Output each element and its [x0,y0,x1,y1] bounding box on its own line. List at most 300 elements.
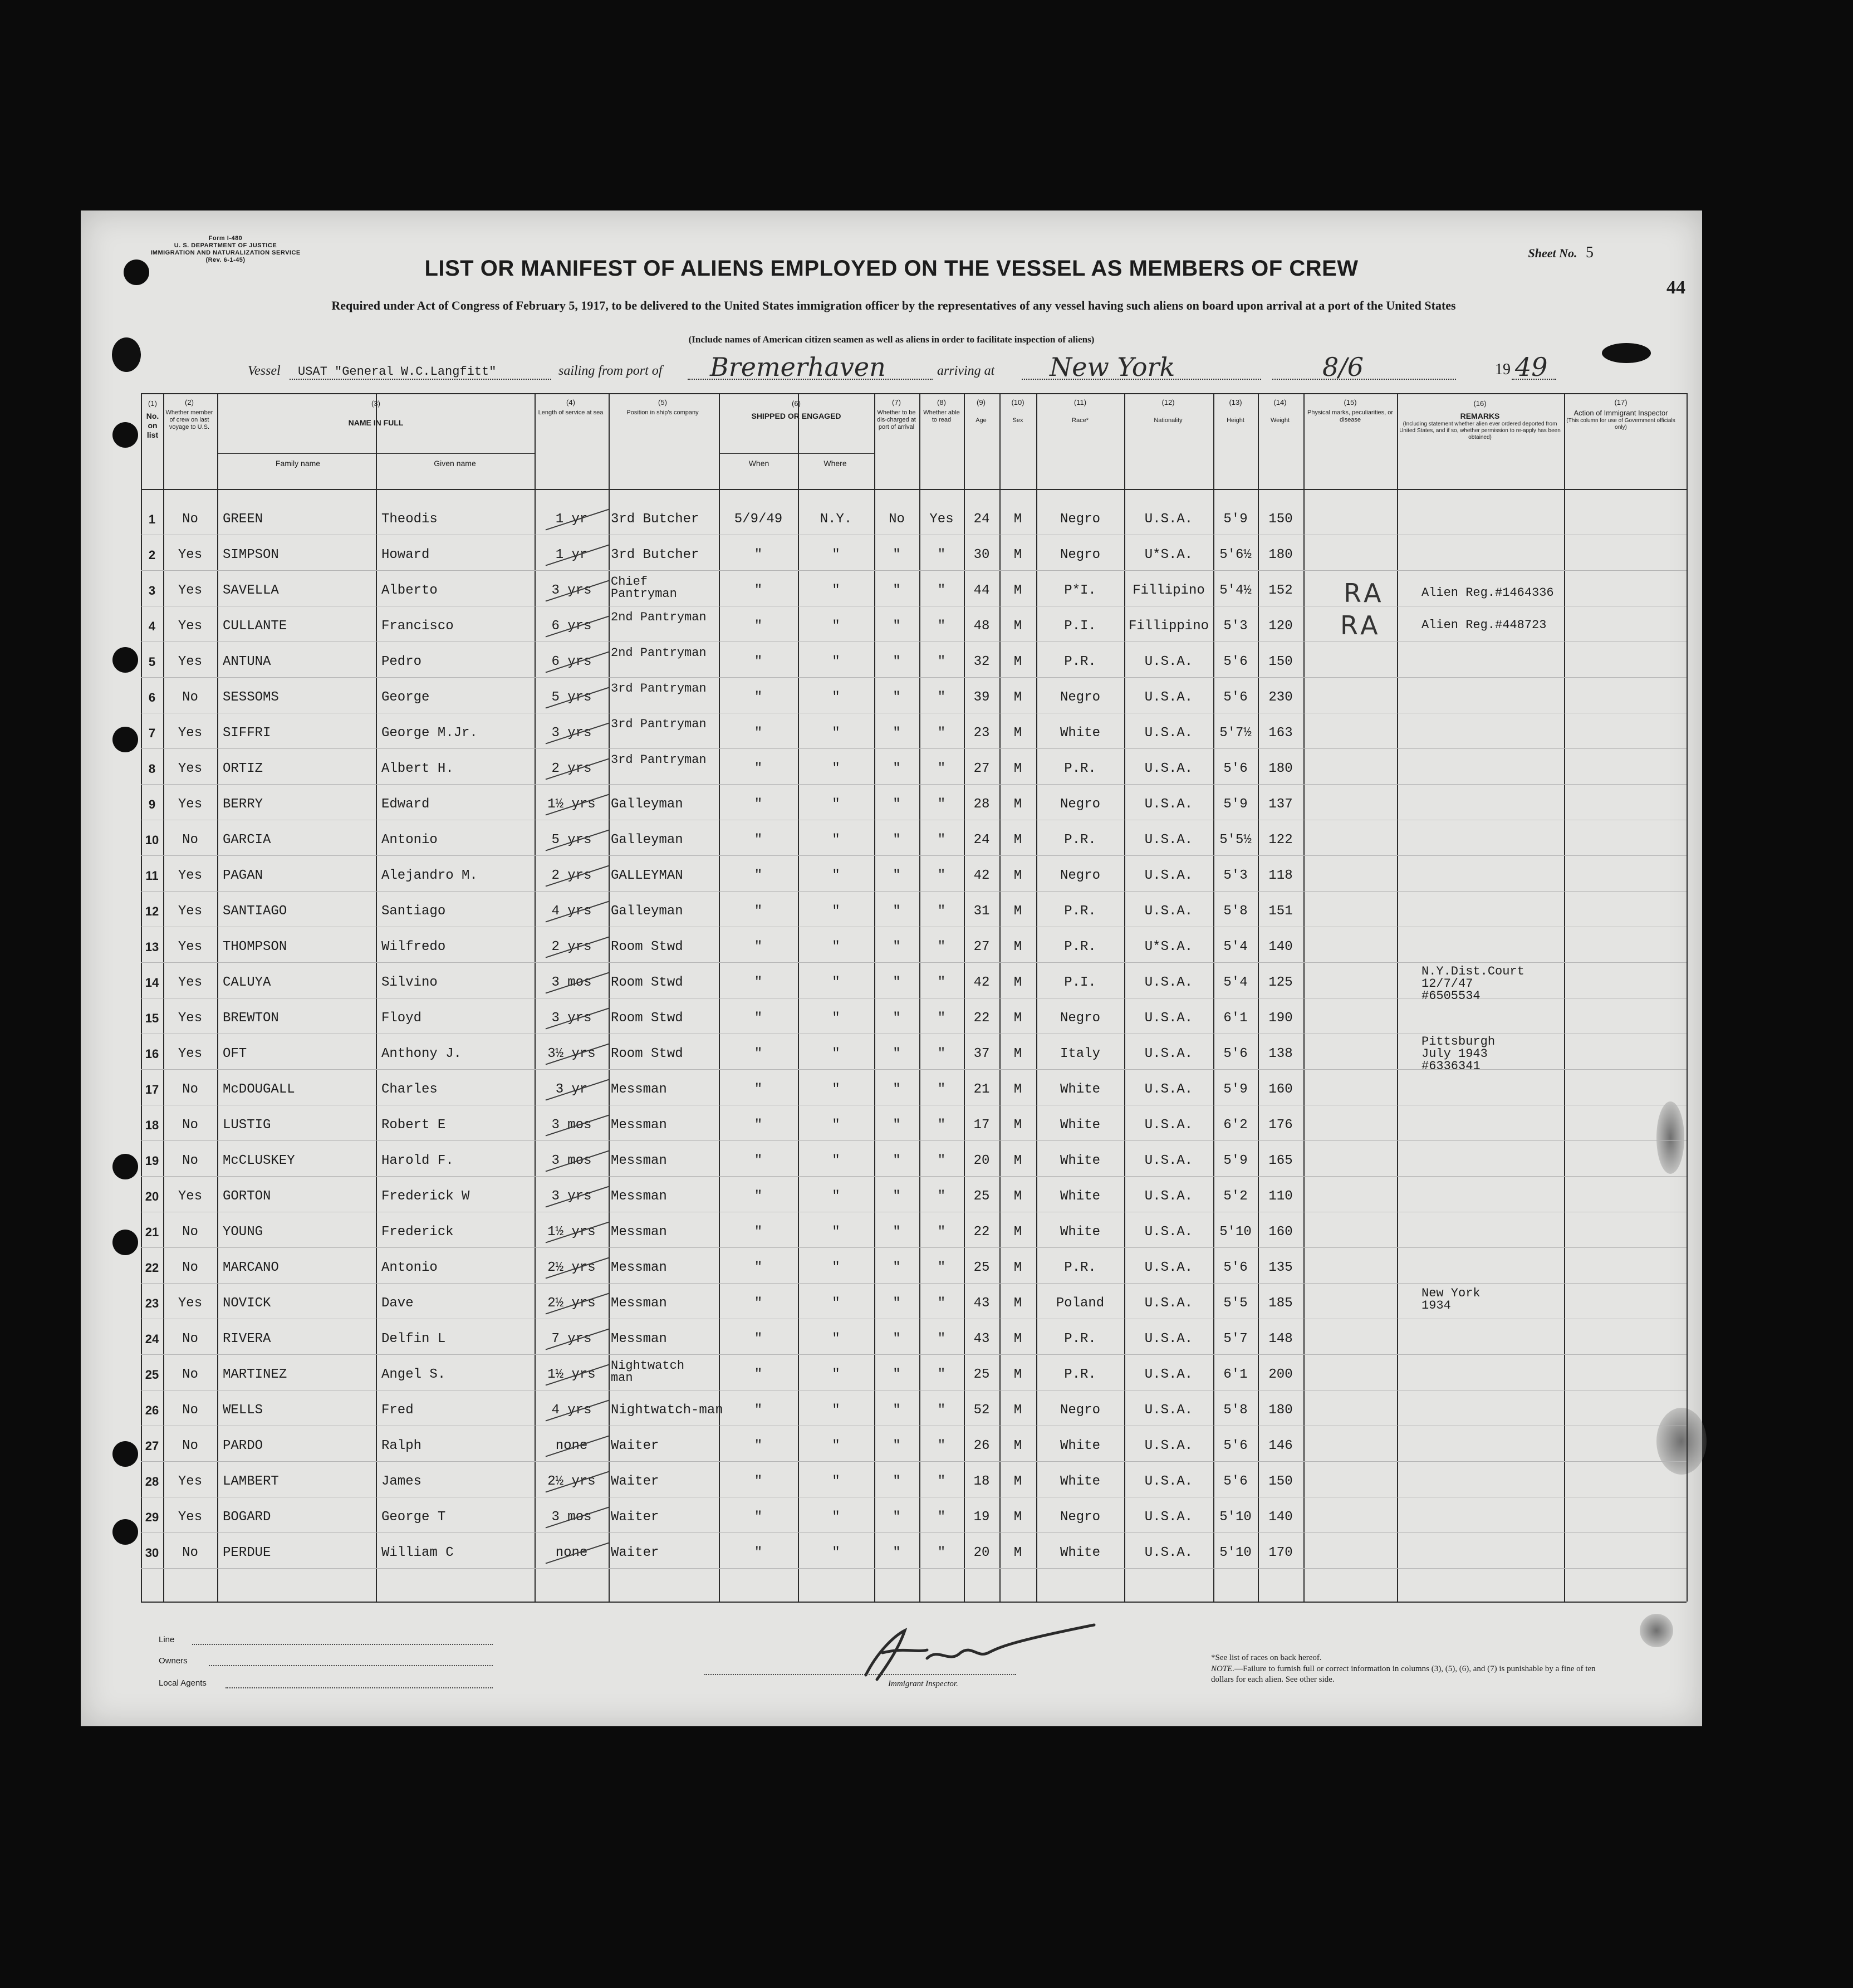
table-column-rule [1564,393,1565,1602]
cell-read: " [937,1510,946,1525]
cell-read: " [937,1118,946,1133]
cell-where: " [832,1225,840,1240]
cell-age: 22 [973,1225,990,1240]
cell-age: 17 [973,1118,990,1133]
cell-family: BREWTON [223,1011,279,1026]
cell-weight: 150 [1268,1474,1293,1489]
inspector-signature [844,1614,1100,1686]
cell-given: Antonio [381,1260,438,1275]
cell-age: 27 [973,939,990,954]
cell-where: " [832,1510,840,1525]
cell-sex: M [1013,1082,1022,1097]
cell-disch: " [893,833,901,848]
cell-family: LAMBERT [223,1474,279,1489]
table-column-rule [1213,393,1214,1602]
table-column-rule [376,393,377,1602]
cell-race: White [1060,1082,1100,1097]
cell-race: P.I. [1064,619,1096,634]
cell-read: " [937,690,946,705]
cell-height: 5'9 [1223,1153,1248,1168]
cell-where: " [832,1118,840,1133]
cell-given: Charles [381,1082,438,1097]
water-stain [1656,1408,1707,1475]
cell-height: 5'9 [1223,512,1248,527]
cell-n: 7 [148,726,156,740]
cell-height: 5'3 [1223,868,1248,883]
vessel-line [248,352,1662,382]
cell-race: Negro [1060,1510,1100,1525]
cell-position: Nightwatch-man [611,1403,723,1418]
cell-crew: No [182,1403,198,1418]
arriving-label: arriving at [937,364,995,378]
cell-sex: M [1013,1011,1022,1026]
cell-nat: U.S.A. [1144,1082,1193,1097]
row-divider [141,1568,1687,1569]
cell-disch: " [893,1046,901,1061]
cell-sex: M [1013,1225,1022,1240]
cell-crew: No [182,1260,198,1275]
cell-family: PARDO [223,1438,263,1453]
cell-when: " [754,833,763,848]
cell-race: White [1060,1189,1100,1204]
cell-position: GALLEYMAN [611,868,683,883]
cell-nat: U.S.A. [1144,1331,1193,1346]
year-suffix: 49 [1515,352,1548,382]
cell-where: " [832,583,840,598]
cell-position: Waiter [611,1545,659,1560]
cell-family: GREEN [223,512,263,527]
cell-weight: 230 [1268,690,1293,705]
table-column-rule [1687,393,1688,1602]
cell-nat: U.S.A. [1144,1403,1193,1418]
cell-sex: M [1013,1118,1022,1133]
cell-crew: Yes [178,619,203,634]
header-weight: (14) Weight [1270,398,1290,424]
cell-race: Negro [1060,868,1100,883]
water-stain [1656,1101,1684,1174]
punch-hole [112,727,138,752]
cell-sex: M [1013,761,1022,776]
cell-service: 1 yr [555,512,588,527]
cell-n: 11 [145,869,159,883]
arrival-date: 8/6 [1322,352,1364,382]
cell-nat: U.S.A. [1144,904,1193,919]
cell-where: " [832,1046,840,1061]
cell-position: 3rd Butcher [611,547,699,562]
cell-n: 22 [145,1261,159,1275]
cell-height: 5'4 [1223,939,1248,954]
cell-n: 27 [145,1439,159,1453]
row-divider [141,1283,1687,1284]
cell-given: Francisco [381,619,454,634]
cell-weight: 125 [1268,975,1293,990]
cell-disch: " [893,868,901,883]
cell-disch: " [893,761,901,776]
cell-crew: No [182,1225,198,1240]
header-action: (17) Action of Immigrant Inspector (This column for use of Government officials only) [1566,398,1675,430]
cell-disch: " [893,1367,901,1382]
cell-height: 5'6 [1223,761,1248,776]
cell-given: Albert H. [381,761,454,776]
cell-when: " [754,904,763,919]
header-crew: (2) Whether member of crew on last voyage to U.S. [165,398,213,430]
remark: Alien Reg.#448723 [1421,618,1547,632]
punch-hole [112,1230,138,1255]
cell-disch: " [893,1118,901,1133]
cell-nat: U.S.A. [1144,1046,1193,1061]
cell-position: Messman [611,1296,667,1311]
cell-disch: " [893,690,901,705]
cell-race: P.I. [1064,975,1096,990]
cell-height: 5'6 [1223,690,1248,705]
cell-service: 5 yrs [551,690,592,705]
cell-sex: M [1013,1510,1022,1525]
cell-crew: No [182,1367,198,1382]
cell-crew: Yes [178,761,203,776]
cell-service: 2 yrs [551,868,592,883]
cell-n: 21 [145,1225,159,1239]
cell-when: " [754,1367,763,1382]
cell-height: 5'10 [1219,1510,1252,1525]
cell-age: 43 [973,1296,990,1311]
cell-read: " [937,1545,946,1560]
cell-crew: Yes [178,1011,203,1026]
cell-weight: 170 [1268,1545,1293,1560]
cell-nat: U.S.A. [1144,1189,1193,1204]
line-label: Line [159,1635,175,1644]
cell-sex: M [1013,1403,1022,1418]
cell-race: Poland [1056,1296,1105,1311]
cell-read: " [937,547,946,562]
cell-given: Delfin L [381,1331,446,1346]
cell-position: 2nd Pantryman [611,646,707,660]
cell-read: " [937,1082,946,1097]
cell-n: 13 [145,940,159,954]
cell-crew: Yes [178,1296,203,1311]
cell-crew: No [182,1153,198,1168]
cell-given: George [381,690,430,705]
cell-given: Harold F. [381,1153,454,1168]
cell-position: 3rd Butcher [611,512,699,527]
cell-given: James [381,1474,422,1489]
row-divider [141,855,1687,856]
cell-sex: M [1013,726,1022,741]
cell-n: 4 [148,619,156,633]
cell-service: 2 yrs [551,939,592,954]
cell-position: Messman [611,1225,667,1240]
cell-service: 2 yrs [551,761,592,776]
cell-when: " [754,797,763,812]
cell-disch: " [893,1510,901,1525]
punch-hole [112,1519,138,1545]
cell-sex: M [1013,690,1022,705]
cell-nat: U*S.A. [1144,939,1193,954]
cell-service: 1 yr [555,547,588,562]
cell-when: " [754,868,763,883]
cell-height: 5'7 [1223,1331,1248,1346]
cell-height: 5'4½ [1219,583,1252,598]
sheet-number-value: 5 [1586,244,1594,261]
cell-where: " [832,797,840,812]
cell-when: " [754,1403,763,1418]
cell-weight: 150 [1268,654,1293,669]
vessel-name: USAT "General W.C.Langfitt" [298,365,497,379]
cell-where: " [832,1011,840,1026]
cell-race: White [1060,726,1100,741]
cell-crew: Yes [178,654,203,669]
cell-position: Waiter [611,1474,659,1489]
header-sex: (10) Sex [1011,398,1024,424]
punch-hole [112,1154,138,1179]
cell-weight: 190 [1268,1011,1293,1026]
cell-read: " [937,1331,946,1346]
cell-family: PERDUE [223,1545,271,1560]
page-subtitle: Required under Act of Congress of February 5, 1917, to be delivered to the United States immigration officer by the representatives of any vessel having such aliens on board upon arrival at a port of the United States [331,298,1456,312]
cell-crew: Yes [178,583,203,598]
cell-position: Galleyman [611,797,683,812]
cell-age: 44 [973,583,990,598]
cell-where: " [832,904,840,919]
cell-service: 1½ yrs [547,797,596,812]
cell-read: " [937,583,946,598]
cell-disch: " [893,1474,901,1489]
cell-family: SANTIAGO [223,904,287,919]
cell-race: Italy [1060,1046,1100,1061]
cell-nat: U.S.A. [1144,1510,1193,1525]
punch-hole [112,647,138,673]
cell-where: " [832,654,840,669]
cell-given: Angel S. [381,1367,446,1382]
cell-given: Antonio [381,833,438,848]
cell-disch: No [889,512,905,527]
sailing-label: sailing from port of [558,364,663,378]
cell-family: YOUNG [223,1225,263,1240]
cell-age: 20 [973,1153,990,1168]
cell-position: Waiter [611,1510,659,1525]
cell-family: SAVELLA [223,583,279,598]
cell-given: Santiago [381,904,446,919]
header-service: (4) Length of service at sea [538,398,604,416]
cell-nat: U.S.A. [1144,654,1193,669]
cell-read: " [937,1189,946,1204]
cell-race: Negro [1060,1403,1100,1418]
cell-sex: M [1013,1153,1022,1168]
header-race: (11) Race* [1072,398,1089,424]
cell-read: " [937,1367,946,1382]
cell-family: SIFFRI [223,726,271,741]
cell-given: Anthony J. [381,1046,462,1061]
cell-family: McCLUSKEY [223,1153,295,1168]
cell-weight: 163 [1268,726,1293,741]
form-revision: (Rev. 6-1-45) [205,257,246,263]
cell-n: 30 [145,1546,159,1560]
cell-nat: U.S.A. [1144,975,1193,990]
cell-where: " [832,975,840,990]
cell-when: " [754,726,763,741]
cell-race: P.R. [1064,654,1096,669]
cell-race: Negro [1060,797,1100,812]
cell-disch: " [893,1403,901,1418]
cell-service: 3½ yrs [547,1046,596,1061]
cell-when: " [754,761,763,776]
header-where: Where [823,459,847,468]
page-number: 44 [1666,277,1685,298]
cell-read: " [937,726,946,741]
cell-read: " [937,1046,946,1061]
cell-sex: M [1013,1046,1022,1061]
cell-nat: U.S.A. [1144,761,1193,776]
cell-n: 2 [148,548,156,562]
remark: New York 1934 [1421,1286,1481,1313]
cell-age: 37 [973,1046,990,1061]
cell-disch: " [893,939,901,954]
cell-race: White [1060,1225,1100,1240]
cell-given: Wilfredo [381,939,446,954]
cell-crew: Yes [178,1474,203,1489]
cell-age: 30 [973,547,990,562]
cell-height: 5'8 [1223,904,1248,919]
cell-given: Ralph [381,1438,422,1453]
cell-position: Waiter [611,1438,659,1453]
table-row-rule [141,393,1687,394]
header-read: (8) Whether able to read [923,398,960,423]
table-row-rule [141,489,1687,490]
cell-race: Negro [1060,547,1100,562]
cell-given: George T [381,1510,446,1525]
cell-n: 25 [145,1368,159,1382]
cell-n: 23 [145,1296,159,1310]
cell-service: 2½ yrs [547,1474,596,1489]
cell-where: " [832,833,840,848]
cell-disch: " [893,1296,901,1311]
cell-sex: M [1013,619,1022,634]
cell-nat: U.S.A. [1144,833,1193,848]
cell-race: White [1060,1545,1100,1560]
cell-family: McDOUGALL [223,1082,295,1097]
cell-height: 6'2 [1223,1118,1248,1133]
cell-when: " [754,1118,763,1133]
cell-height: 5'6 [1223,1260,1248,1275]
cell-service: 6 yrs [551,619,592,634]
cell-n: 14 [145,976,159,990]
table-column-rule [999,393,1001,1602]
cell-where: " [832,726,840,741]
cell-position: Chief Pantryman [611,575,677,601]
cell-weight: 122 [1268,833,1293,848]
cell-service: 3 mos [551,975,592,990]
cell-service: 1½ yrs [547,1225,596,1240]
cell-when: " [754,1153,763,1168]
cell-family: RIVERA [223,1331,271,1346]
cell-where: " [832,1153,840,1168]
cell-given: Alejandro M. [381,868,478,883]
cell-height: 5'2 [1223,1189,1248,1204]
cell-weight: 146 [1268,1438,1293,1453]
cell-crew: No [182,690,198,705]
row-divider [141,1354,1687,1355]
cell-read: " [937,1474,946,1489]
manifest-sheet [81,210,1702,1726]
cell-sex: M [1013,512,1022,527]
cell-service: 1½ yrs [547,1367,596,1382]
cell-age: 24 [973,833,990,848]
cell-n: 18 [145,1118,159,1132]
cell-family: GARCIA [223,833,271,848]
cell-family: THOMPSON [223,939,287,954]
cell-nat: U.S.A. [1144,690,1193,705]
cell-position: Room Stwd [611,1046,683,1061]
table-column-rule [874,393,875,1602]
cell-service: 6 yrs [551,654,592,669]
cell-position: 3rd Pantryman [611,682,707,696]
cell-when: " [754,583,763,598]
cell-read: " [937,761,946,776]
cell-height: 6'1 [1223,1367,1248,1382]
cell-given: Floyd [381,1011,422,1026]
cell-weight: 200 [1268,1367,1293,1382]
cell-given: Frederick W [381,1189,470,1204]
cell-read: " [937,868,946,883]
header-no: (1) No. on list [146,399,159,439]
cell-age: 27 [973,761,990,776]
cell-race: P*I. [1064,583,1096,598]
cell-given: Edward [381,797,430,812]
cell-age: 18 [973,1474,990,1489]
cell-nat: Fillippino [1128,619,1209,634]
cell-crew: Yes [178,726,203,741]
physical-mark: RA [1340,610,1381,640]
cell-sex: M [1013,1331,1022,1346]
cell-crew: No [182,1545,198,1560]
cell-age: 42 [973,975,990,990]
water-stain [1640,1614,1673,1647]
table-column-rule [798,393,799,1602]
cell-race: Negro [1060,512,1100,527]
cell-when: " [754,975,763,990]
cell-family: MARTINEZ [223,1367,287,1382]
page-subnote: (Include names of American citizen seamen as well as aliens in order to facilitate inspection of aliens) [688,334,1095,345]
cell-position: 3rd Pantryman [611,717,707,731]
cell-weight: 160 [1268,1082,1293,1097]
cell-sex: M [1013,939,1022,954]
cell-crew: No [182,1438,198,1453]
cell-sex: M [1013,1545,1022,1560]
cell-disch: " [893,619,901,634]
cell-height: 6'1 [1223,1011,1248,1026]
cell-disch: " [893,1260,901,1275]
cell-position: Messman [611,1331,667,1346]
header-remarks: (16) REMARKS (Including statement whether alien ever ordered deported from United States, and if so, whether permission to re-apply has been obtained) [1399,399,1561,440]
cell-position: Messman [611,1082,667,1097]
cell-read: " [937,1260,946,1275]
header-given-name: Given name [434,459,476,468]
cell-crew: Yes [178,1510,203,1525]
cell-service: 7 yrs [551,1331,592,1346]
cell-height: 5'3 [1223,619,1248,634]
cell-sex: M [1013,868,1022,883]
cell-read: " [937,1011,946,1026]
cell-service: 3 mos [551,1153,592,1168]
page-title: LIST OR MANIFEST OF ALIENS EMPLOYED ON THE VESSEL AS MEMBERS OF CREW [424,256,1359,281]
cell-position: Room Stwd [611,1011,683,1026]
cell-service: 4 yrs [551,904,592,919]
cell-n: 5 [148,655,156,669]
cell-age: 25 [973,1260,990,1275]
header-shipped: (6) SHIPPED OR ENGAGED [751,399,841,420]
cell-weight: 148 [1268,1331,1293,1346]
header-height: (13) Height [1227,398,1244,424]
cell-height: 5'5½ [1219,833,1252,848]
